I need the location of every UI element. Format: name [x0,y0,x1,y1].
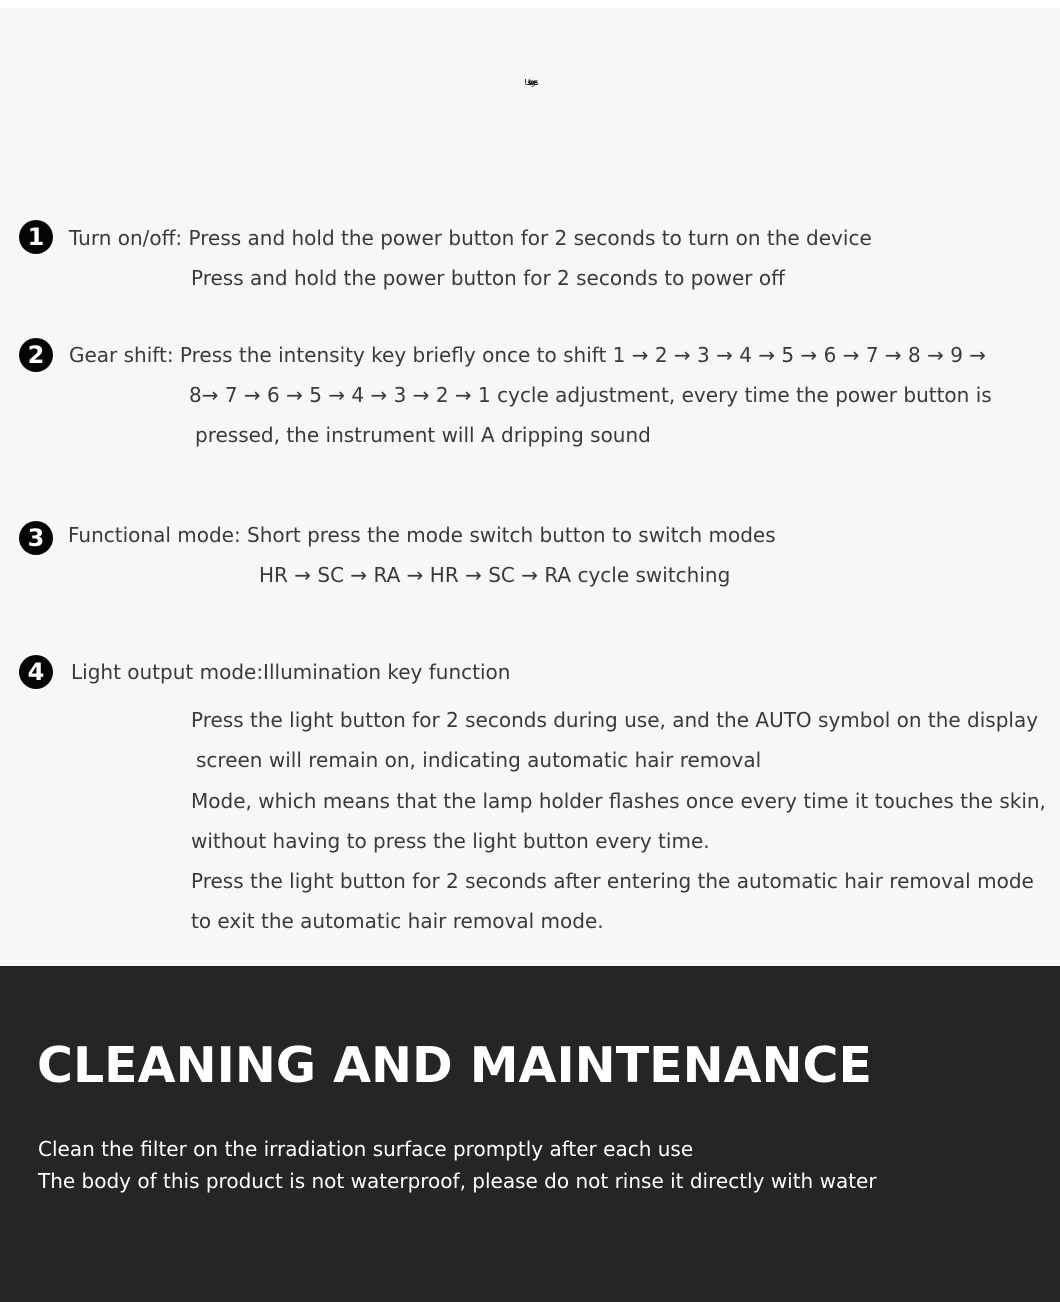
step-4-badge: 4 [19,655,53,689]
step-4-line-1: Light output mode:Illumination key function [71,660,511,684]
step-1-line-2: Press and hold the power button for 2 seconds to power off [191,266,785,290]
step-3-line-2: HR → SC → RA → HR → SC → RA cycle switching [259,563,731,587]
step-1-badge: 1 [19,220,53,254]
step-4-line-2: Press the light button for 2 seconds during use, and the AUTO symbol on the display [191,708,1039,732]
step-2-line-1: Gear shift: Press the intensity key briefly once to shift 1 → 2 → 3 → 4 → 5 → 6 → 7 → 8 → 9 → [69,343,987,367]
page-title: Usages [524,78,536,87]
step-2-line-3: pressed, the instrument will A dripping sound [195,423,651,447]
step-4-line-4: Mode, which means that the lamp holder flashes once every time it touches the skin, [191,789,1046,813]
cleaning-title: CLEANING AND MAINTENANCE [37,1037,872,1094]
step-4-line-5: without having to press the light button every time. [191,829,710,853]
step-4-line-7: to exit the automatic hair removal mode. [191,909,604,933]
step-2-line-2: 8→ 7 → 6 → 5 → 4 → 3 → 2 → 1 cycle adjustment, every time the power button is [189,383,992,407]
step-3-badge: 3 [19,521,53,555]
cleaning-panel [0,966,1060,1302]
cleaning-line-2: The body of this product is not waterproof, please do not rinse it directly with water [38,1169,877,1193]
step-4-line-3: screen will remain on, indicating automatic hair removal [196,748,762,772]
step-3-line-1: Functional mode: Short press the mode switch button to switch modes [68,523,776,547]
cleaning-line-1: Clean the filter on the irradiation surface promptly after each use [38,1137,694,1161]
step-4-line-6: Press the light button for 2 seconds after entering the automatic hair removal mode [191,869,1034,893]
step-1-line-1: Turn on/off: Press and hold the power button for 2 seconds to turn on the device [69,226,872,250]
step-2-badge: 2 [19,338,53,372]
